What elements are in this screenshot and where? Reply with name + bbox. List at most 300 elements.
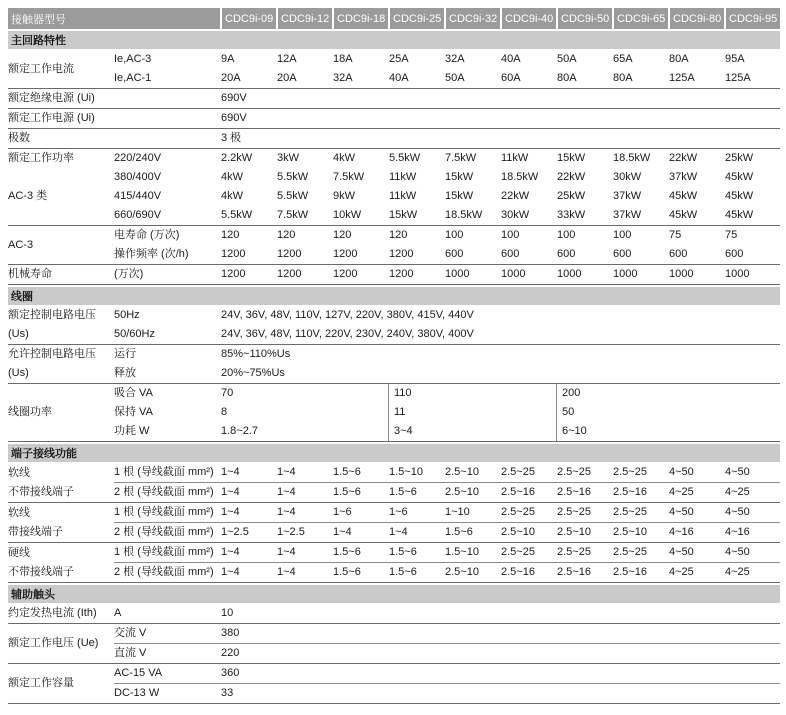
spec-value: 4~50 bbox=[725, 546, 750, 558]
spec-value: 7.5kW bbox=[277, 209, 309, 221]
spec-value: 380 bbox=[221, 627, 240, 639]
model-header-cell: CDC9i-09 bbox=[222, 8, 276, 29]
spec-value: 600 bbox=[501, 248, 520, 260]
spec-value: 75 bbox=[669, 229, 682, 241]
group-rows bbox=[114, 149, 780, 225]
spec-value: 5.5kW bbox=[277, 190, 309, 202]
spec-value: 15kW bbox=[389, 209, 418, 221]
row-sublabel: Ie,AC-1 bbox=[114, 72, 152, 84]
spec-group bbox=[8, 306, 780, 345]
spec-value: 5.5kW bbox=[389, 152, 421, 164]
spec-value: 1200 bbox=[333, 268, 358, 280]
spec-value: 15kW bbox=[445, 171, 474, 183]
model-header-cell: CDC9i-12 bbox=[278, 8, 332, 29]
spec-value: 45kW bbox=[669, 209, 698, 221]
group-label-line: 额定工作功率 bbox=[8, 152, 74, 164]
spec-group bbox=[8, 50, 780, 89]
model-header-cell: CDC9i-95 bbox=[726, 8, 780, 29]
spec-value: 2.5~10 bbox=[557, 526, 591, 538]
spec-value: 120 bbox=[277, 229, 296, 241]
spec-value: 1.5~10 bbox=[389, 466, 423, 478]
row-sublabel: 操作频率 (次/h) bbox=[114, 248, 189, 260]
spec-value: 1.5~6 bbox=[389, 546, 417, 558]
spec-row bbox=[114, 503, 780, 522]
spec-value: 4~25 bbox=[725, 566, 750, 578]
spec-value: 1~4 bbox=[221, 466, 240, 478]
group-label-line: 硬线 bbox=[8, 546, 30, 559]
spec-value: 4~16 bbox=[725, 526, 750, 538]
row-sublabel: 1 根 (导线截面 mm²) bbox=[114, 546, 214, 558]
spec-value: 2.5~10 bbox=[501, 526, 535, 538]
spec-row bbox=[220, 89, 780, 108]
spec-row bbox=[114, 226, 780, 245]
spec-value: 3 极 bbox=[221, 132, 242, 144]
spec-value: 22kW bbox=[501, 190, 530, 202]
spec-value: 4~50 bbox=[725, 466, 750, 478]
section-band: 线圈 bbox=[8, 287, 780, 305]
spec-row bbox=[114, 482, 780, 502]
spec-row bbox=[114, 345, 780, 364]
group-label-line: 软线 bbox=[8, 466, 30, 479]
spec-value: 110 bbox=[388, 384, 556, 403]
spec-value: 4kW bbox=[333, 152, 355, 164]
group-rows bbox=[114, 664, 780, 703]
row-sublabel: 功耗 W bbox=[114, 425, 150, 437]
group-rows bbox=[114, 345, 780, 383]
group-label bbox=[8, 503, 114, 542]
group-label-line: 不带接线端子 bbox=[8, 565, 74, 578]
spec-value: 2.2kW bbox=[221, 152, 253, 164]
spec-value: 2.5~16 bbox=[557, 486, 591, 498]
spec-value: 5.5kW bbox=[221, 209, 253, 221]
spec-value: 1~4 bbox=[277, 546, 296, 558]
group-label-line: 额定工作电源 (Ui) bbox=[8, 112, 95, 124]
model-header-cell: CDC9i-18 bbox=[334, 8, 388, 29]
row-sublabel: 415/440V bbox=[114, 190, 162, 202]
row-sublabel: 2 根 (导线截面 mm²) bbox=[114, 486, 214, 498]
spec-value: 20A bbox=[277, 72, 297, 84]
spec-value: 80A bbox=[557, 72, 577, 84]
row-sublabel: 1 根 (导线截面 mm²) bbox=[114, 466, 214, 478]
spec-value: 18.5kW bbox=[613, 152, 651, 164]
group-label bbox=[8, 624, 114, 663]
spec-value: 1~6 bbox=[333, 506, 352, 518]
group-rows bbox=[114, 384, 780, 441]
spec-value: 1.5~6 bbox=[389, 566, 417, 578]
spec-value: 1~2.5 bbox=[221, 526, 249, 538]
spec-value: 20%~75%Us bbox=[221, 367, 285, 379]
row-sublabel: 交流 V bbox=[114, 627, 147, 639]
group-label-line: 不带接线端子 bbox=[8, 485, 74, 498]
group-rows bbox=[114, 463, 780, 502]
spec-row bbox=[114, 306, 780, 325]
spec-value: 7.5kW bbox=[333, 171, 365, 183]
spec-group bbox=[8, 226, 780, 265]
spec-value: 120 bbox=[389, 229, 408, 241]
group-label-line: 约定发热电流 (Ith) bbox=[8, 607, 97, 619]
spec-value: 80A bbox=[613, 72, 633, 84]
row-sublabel: 释放 bbox=[114, 367, 136, 379]
spec-value: 10 bbox=[221, 607, 234, 619]
group-rows bbox=[114, 226, 780, 264]
group-label-line: 额定工作电压 (Ue) bbox=[8, 637, 99, 649]
spec-value: 4~50 bbox=[669, 466, 694, 478]
spec-row bbox=[114, 522, 780, 542]
spec-value: 25kW bbox=[725, 152, 754, 164]
spec-group bbox=[8, 129, 780, 149]
spec-value: 1000 bbox=[669, 268, 694, 280]
spec-row bbox=[114, 664, 780, 683]
spec-value: 50 bbox=[556, 403, 780, 422]
spec-value: 1~4 bbox=[389, 526, 408, 538]
section-band: 端子接线功能 bbox=[8, 444, 780, 462]
row-sublabel: 电寿命 (万次) bbox=[114, 229, 180, 241]
row-sublabel: 直流 V bbox=[114, 647, 147, 659]
group-label bbox=[8, 384, 114, 441]
section-band: 辅助触头 bbox=[8, 585, 780, 603]
spec-value: 24V, 36V, 48V, 110V, 220V, 230V, 240V, 380V, 400V bbox=[221, 328, 474, 340]
spec-value: 1~4 bbox=[333, 526, 352, 538]
spec-value: 37kW bbox=[613, 190, 642, 202]
spec-value: 360 bbox=[221, 667, 240, 679]
spec-value: 2.5~25 bbox=[501, 546, 535, 558]
spec-row bbox=[114, 643, 780, 663]
spec-value: 1~10 bbox=[445, 506, 470, 518]
group-label bbox=[8, 306, 114, 344]
spec-value: 25kW bbox=[557, 190, 586, 202]
spec-value: 12A bbox=[277, 53, 297, 65]
spec-value: 2.5~10 bbox=[445, 486, 479, 498]
spec-value: 2.5~16 bbox=[501, 566, 535, 578]
spec-value: 50A bbox=[557, 53, 577, 65]
spec-value: 20A bbox=[221, 72, 241, 84]
spec-group bbox=[8, 89, 780, 109]
spec-value: 37kW bbox=[613, 209, 642, 221]
spec-value: 4~50 bbox=[725, 506, 750, 518]
spec-value: 600 bbox=[725, 248, 744, 260]
spec-value: 2.5~25 bbox=[557, 546, 591, 558]
spec-value: 1~4 bbox=[221, 486, 240, 498]
spec-value: 125A bbox=[725, 72, 751, 84]
model-header-cell: CDC9i-32 bbox=[446, 8, 500, 29]
spec-value: 2.5~16 bbox=[501, 486, 535, 498]
group-label-line: 带接线端子 bbox=[8, 525, 63, 538]
spec-value: 11kW bbox=[389, 171, 417, 183]
spec-value: 11 bbox=[388, 403, 556, 422]
spec-value: 1000 bbox=[557, 268, 582, 280]
spec-value: 2.5~10 bbox=[613, 526, 647, 538]
spec-row bbox=[114, 683, 780, 703]
models-header-label: 接触器型号 bbox=[8, 8, 220, 29]
spec-group bbox=[8, 604, 780, 624]
model-header-cell: CDC9i-65 bbox=[614, 8, 668, 29]
spec-group bbox=[8, 543, 780, 583]
spec-value: 65A bbox=[613, 53, 633, 65]
spec-value: 2.5~25 bbox=[501, 506, 535, 518]
spec-value: 50A bbox=[445, 72, 465, 84]
spec-value: 4~25 bbox=[669, 486, 694, 498]
group-label-line: 机械寿命 bbox=[8, 268, 52, 280]
spec-value: 600 bbox=[613, 248, 632, 260]
spec-value: 2.5~25 bbox=[613, 546, 647, 558]
spec-value: 100 bbox=[501, 229, 520, 241]
spec-value: 15kW bbox=[557, 152, 586, 164]
row-sublabel: 50Hz bbox=[114, 309, 140, 321]
spec-row bbox=[114, 187, 780, 206]
group-label-line bbox=[8, 206, 114, 225]
spec-group bbox=[8, 664, 780, 704]
spec-value: 32A bbox=[445, 53, 465, 65]
group-label bbox=[8, 265, 114, 284]
group-rows bbox=[114, 624, 780, 663]
spec-value: 1~2.5 bbox=[277, 526, 305, 538]
spec-value: 1000 bbox=[613, 268, 638, 280]
spec-group bbox=[8, 463, 780, 503]
spec-value: 18A bbox=[333, 53, 353, 65]
spec-row bbox=[114, 364, 780, 383]
row-sublabel: 660/690V bbox=[114, 209, 162, 221]
spec-value: 11kW bbox=[389, 190, 417, 202]
spec-value: 95A bbox=[725, 53, 745, 65]
spec-value: 1~4 bbox=[277, 506, 296, 518]
spec-value: 1200 bbox=[333, 248, 358, 260]
row-sublabel: 1 根 (导线截面 mm²) bbox=[114, 506, 214, 518]
row-sublabel: 保持 VA bbox=[114, 406, 153, 418]
spec-value: 2.5~16 bbox=[613, 566, 647, 578]
spec-value: 120 bbox=[333, 229, 352, 241]
group-label-line: AC-3 bbox=[8, 238, 34, 251]
group-label-line: 额定控制电路电压 bbox=[8, 309, 96, 321]
spec-value: 690V bbox=[221, 112, 247, 124]
spec-value: 1200 bbox=[389, 248, 414, 260]
spec-value: 45kW bbox=[725, 209, 754, 221]
spec-value: 25A bbox=[389, 53, 409, 65]
spec-value: 2.5~25 bbox=[501, 466, 535, 478]
model-header-cell: CDC9i-25 bbox=[390, 8, 444, 29]
row-sublabel: 2 根 (导线截面 mm²) bbox=[114, 566, 214, 578]
spec-value: 1.5~6 bbox=[445, 526, 473, 538]
spec-value: 1~4 bbox=[277, 486, 296, 498]
group-label-line: 极数 bbox=[8, 132, 30, 144]
spec-value: 5.5kW bbox=[277, 171, 309, 183]
model-header-cell: CDC9i-80 bbox=[670, 8, 724, 29]
spec-row bbox=[220, 109, 780, 128]
row-sublabel: 50/60Hz bbox=[114, 328, 155, 340]
spec-row bbox=[114, 149, 780, 168]
spec-value: 75 bbox=[725, 229, 738, 241]
row-sublabel: 运行 bbox=[114, 348, 136, 360]
group-label bbox=[8, 543, 114, 582]
spec-value: 600 bbox=[445, 248, 464, 260]
spec-value: 18.5kW bbox=[445, 209, 483, 221]
spec-value: 30kW bbox=[613, 171, 642, 183]
spec-value: 33 bbox=[221, 687, 234, 699]
spec-row bbox=[114, 168, 780, 187]
spec-value: 1200 bbox=[277, 248, 302, 260]
spec-value: 24V, 36V, 48V, 110V, 127V, 220V, 380V, 415V, 440V bbox=[221, 309, 474, 321]
spec-value: 120 bbox=[221, 229, 240, 241]
spec-value: 600 bbox=[669, 248, 688, 260]
spec-value: 2.5~10 bbox=[445, 566, 479, 578]
spec-value: 33kW bbox=[557, 209, 586, 221]
spec-value: 70 bbox=[221, 387, 234, 399]
row-sublabel: 380/400V bbox=[114, 171, 162, 183]
spec-value: 85%~110%Us bbox=[221, 348, 291, 360]
spec-value: 32A bbox=[333, 72, 353, 84]
row-sublabel: DC-13 W bbox=[114, 687, 160, 699]
group-label bbox=[8, 50, 114, 88]
spec-row bbox=[114, 50, 780, 69]
spec-group bbox=[8, 265, 780, 285]
spec-row bbox=[114, 325, 780, 344]
group-label bbox=[8, 226, 114, 264]
spec-value: 1.5~6 bbox=[333, 486, 361, 498]
spec-value: 4~25 bbox=[725, 486, 750, 498]
spec-group bbox=[8, 345, 780, 384]
spec-row bbox=[114, 403, 780, 422]
spec-value: 45kW bbox=[725, 190, 754, 202]
spec-group bbox=[8, 503, 780, 543]
spec-row bbox=[114, 604, 780, 623]
group-rows bbox=[114, 604, 780, 623]
spec-value: 4kW bbox=[221, 190, 243, 202]
spec-value: 100 bbox=[445, 229, 464, 241]
row-sublabel: AC-15 VA bbox=[114, 667, 163, 679]
spec-value: 4~16 bbox=[669, 526, 694, 538]
spec-row bbox=[114, 562, 780, 582]
spec-value: 1200 bbox=[389, 268, 414, 280]
group-rows bbox=[220, 89, 780, 108]
spec-row bbox=[114, 543, 780, 562]
spec-row bbox=[114, 245, 780, 264]
spec-value: 1200 bbox=[221, 268, 246, 280]
group-label-line: 额定工作电流 bbox=[8, 62, 74, 75]
spec-value: 200 bbox=[556, 384, 780, 403]
model-header-cell: CDC9i-50 bbox=[558, 8, 612, 29]
spec-value: 2.5~16 bbox=[613, 486, 647, 498]
spec-value: 22kW bbox=[557, 171, 586, 183]
spec-value: 1~6 bbox=[389, 506, 408, 518]
spec-row bbox=[114, 463, 780, 482]
spec-value: 1~4 bbox=[221, 506, 240, 518]
spec-value: 1200 bbox=[277, 268, 302, 280]
spec-value: 7.5kW bbox=[445, 152, 477, 164]
group-rows bbox=[114, 503, 780, 542]
spec-value: 40A bbox=[389, 72, 409, 84]
spec-row bbox=[114, 265, 780, 284]
spec-value: 100 bbox=[557, 229, 576, 241]
group-label-line bbox=[8, 168, 114, 187]
spec-value: 2.5~25 bbox=[613, 506, 647, 518]
row-sublabel: A bbox=[114, 607, 122, 619]
spec-group bbox=[8, 384, 780, 442]
spec-table-body bbox=[8, 31, 780, 704]
spec-value: 1~4 bbox=[221, 566, 240, 578]
spec-value: 10kW bbox=[333, 209, 362, 221]
group-rows bbox=[114, 306, 780, 344]
spec-value: 1000 bbox=[725, 268, 750, 280]
group-label-line: 线圈功率 bbox=[8, 406, 52, 418]
spec-value: 45kW bbox=[725, 171, 754, 183]
models-header-row bbox=[8, 8, 780, 29]
group-label-line: AC-3 类 bbox=[8, 190, 48, 202]
spec-value: 2.5~25 bbox=[557, 466, 591, 478]
spec-value: 22kW bbox=[669, 152, 698, 164]
spec-value: 9kW bbox=[333, 190, 355, 202]
group-label bbox=[8, 664, 114, 703]
spec-row bbox=[114, 624, 780, 643]
spec-value: 30kW bbox=[501, 209, 530, 221]
model-header-cell: CDC9i-40 bbox=[502, 8, 556, 29]
spec-value: 1.5~6 bbox=[333, 546, 361, 558]
row-sublabel: 220/240V bbox=[114, 152, 162, 164]
spec-value: 15kW bbox=[445, 190, 474, 202]
group-label bbox=[8, 109, 220, 128]
group-label-line: 允许控制电路电压 bbox=[8, 348, 96, 360]
group-label-line: (Us) bbox=[8, 367, 29, 379]
row-sublabel: 吸合 VA bbox=[114, 387, 153, 399]
group-label bbox=[8, 604, 114, 623]
spec-value: 1.8~2.7 bbox=[221, 425, 259, 437]
spec-value: 1.5~6 bbox=[389, 486, 417, 498]
spec-value: 100 bbox=[613, 229, 632, 241]
spec-value: 4~50 bbox=[669, 546, 694, 558]
group-rows bbox=[220, 129, 780, 148]
spec-value: 4~25 bbox=[669, 566, 694, 578]
section-band: 主回路特性 bbox=[8, 31, 780, 49]
group-rows bbox=[220, 109, 780, 128]
spec-value: 2.5~10 bbox=[445, 466, 479, 478]
spec-row bbox=[114, 422, 780, 441]
spec-value: 60A bbox=[501, 72, 521, 84]
spec-group bbox=[8, 109, 780, 129]
group-label-line: (Us) bbox=[8, 328, 29, 340]
spec-value: 45kW bbox=[669, 190, 698, 202]
spec-value: 1~4 bbox=[277, 466, 296, 478]
spec-value: 8 bbox=[221, 406, 228, 418]
spec-row bbox=[114, 206, 780, 225]
group-rows bbox=[114, 50, 780, 88]
spec-value: 18.5kW bbox=[501, 171, 539, 183]
spec-value: 2.5~16 bbox=[557, 566, 591, 578]
group-label bbox=[8, 129, 220, 148]
spec-value: 4kW bbox=[221, 171, 243, 183]
group-label-line: 软线 bbox=[8, 506, 30, 519]
group-rows bbox=[114, 543, 780, 582]
group-label bbox=[8, 463, 114, 502]
spec-value: 37kW bbox=[669, 171, 698, 183]
spec-value: 1200 bbox=[221, 248, 246, 260]
row-sublabel: (万次) bbox=[114, 268, 144, 280]
spec-value: 11kW bbox=[501, 152, 529, 164]
group-rows bbox=[114, 265, 780, 284]
spec-value: 9A bbox=[221, 53, 235, 65]
spec-value: 1.5~6 bbox=[333, 566, 361, 578]
spec-value: 600 bbox=[557, 248, 576, 260]
spec-value: 1.5~10 bbox=[445, 546, 479, 558]
spec-value: 3kW bbox=[277, 152, 299, 164]
group-label bbox=[8, 89, 220, 108]
spec-value: 4~50 bbox=[669, 506, 694, 518]
group-label bbox=[8, 149, 114, 225]
spec-group bbox=[8, 624, 780, 664]
spec-value: 2.5~25 bbox=[613, 466, 647, 478]
spec-row bbox=[114, 69, 780, 88]
spec-value: 80A bbox=[669, 53, 689, 65]
spec-value: 125A bbox=[669, 72, 695, 84]
spec-value: 40A bbox=[501, 53, 521, 65]
spec-value: 3~4 bbox=[388, 422, 556, 441]
